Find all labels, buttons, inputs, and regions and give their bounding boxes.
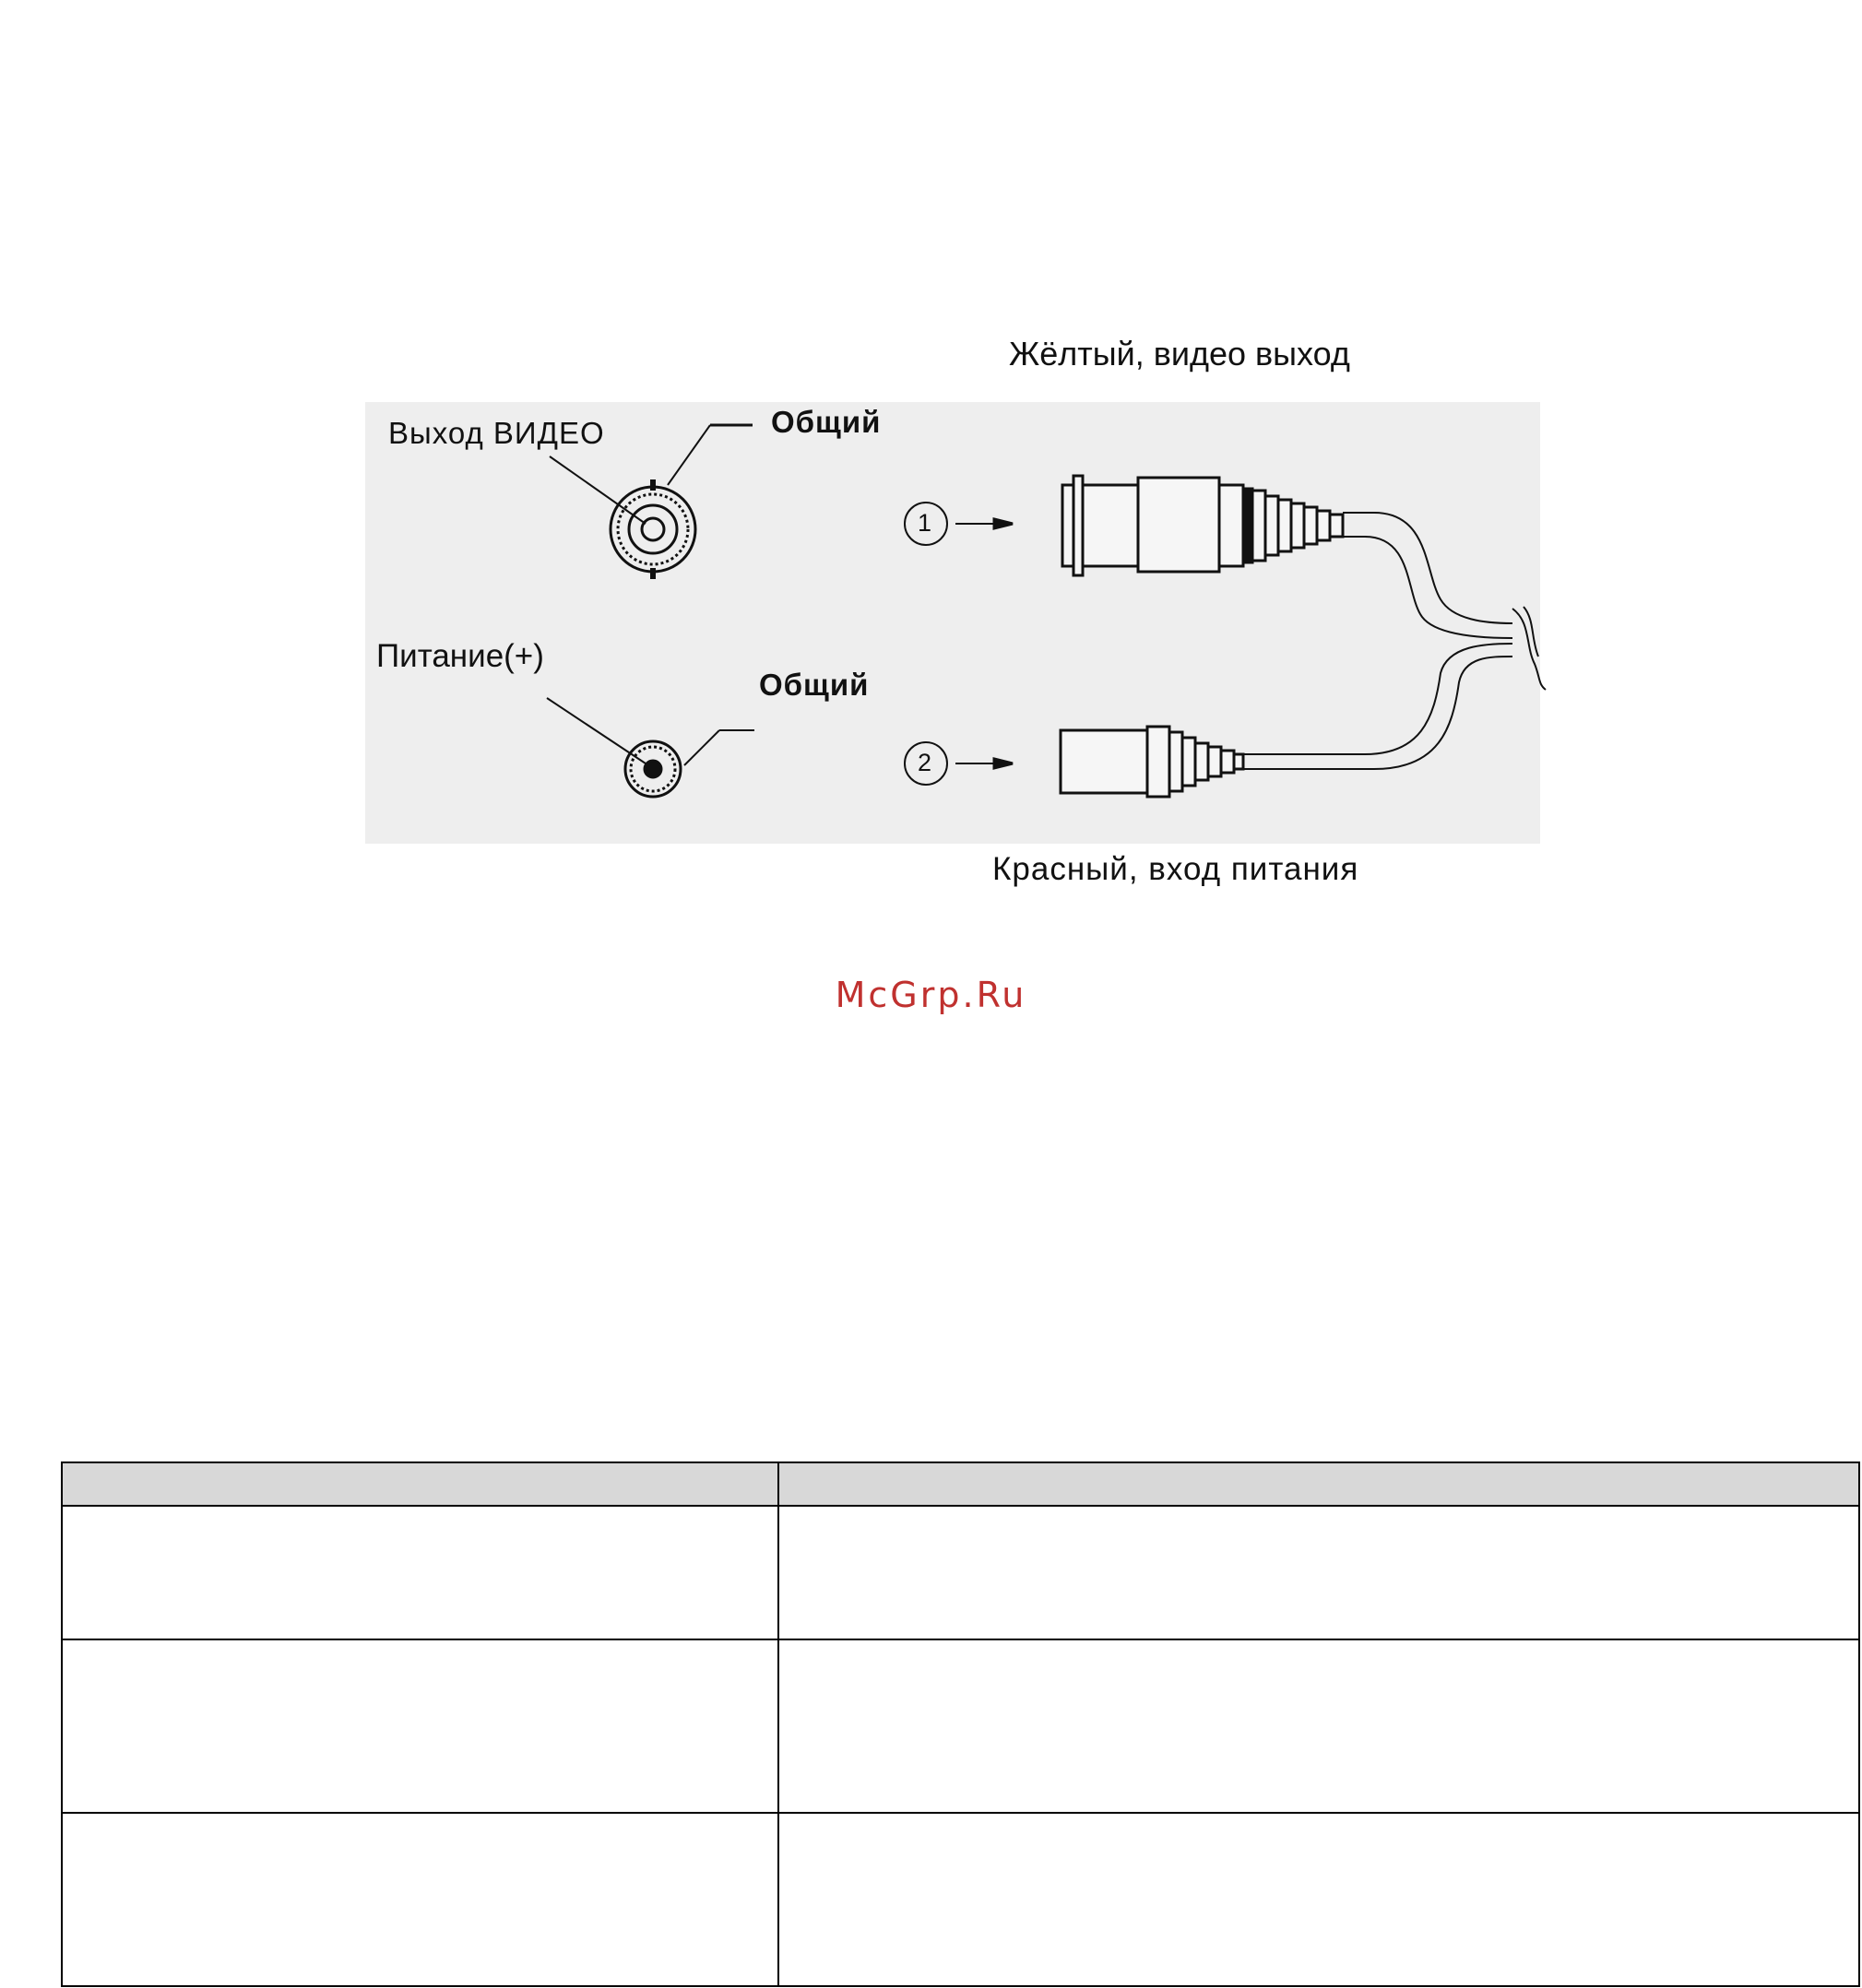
marker-1-label: 1 <box>918 509 932 537</box>
table-header-row <box>62 1462 1859 1506</box>
marker-2-label: 2 <box>918 749 932 776</box>
table-header-cell <box>778 1462 1859 1506</box>
dc-plug-side-view <box>1061 727 1243 797</box>
table-cell <box>778 1506 1859 1639</box>
label-video-out: Выход ВИДЕО <box>388 416 605 450</box>
label-common-top: Общий <box>771 405 882 439</box>
table-row <box>62 1506 1859 1639</box>
table-row <box>62 1813 1859 1986</box>
dc-jack-front-view <box>547 698 754 797</box>
label-yellow-video-output: Жёлтый, видео выход <box>1009 335 1350 373</box>
label-power-plus: Питание(+) <box>376 638 544 674</box>
connection-diagram <box>0 0 1862 922</box>
bnc-plug-side-view <box>1062 476 1343 575</box>
table-cell <box>62 1813 778 1986</box>
watermark: McGrp.Ru <box>835 975 1027 1015</box>
data-table <box>61 1461 1860 1987</box>
label-red-power-input: Красный, вход питания <box>992 851 1359 887</box>
label-common-bottom: Общий <box>759 668 870 702</box>
table-cell <box>62 1639 778 1813</box>
table-header-cell <box>62 1462 778 1506</box>
table-row <box>62 1639 1859 1813</box>
table-cell <box>62 1506 778 1639</box>
table-cell <box>778 1813 1859 1986</box>
table-cell <box>778 1639 1859 1813</box>
